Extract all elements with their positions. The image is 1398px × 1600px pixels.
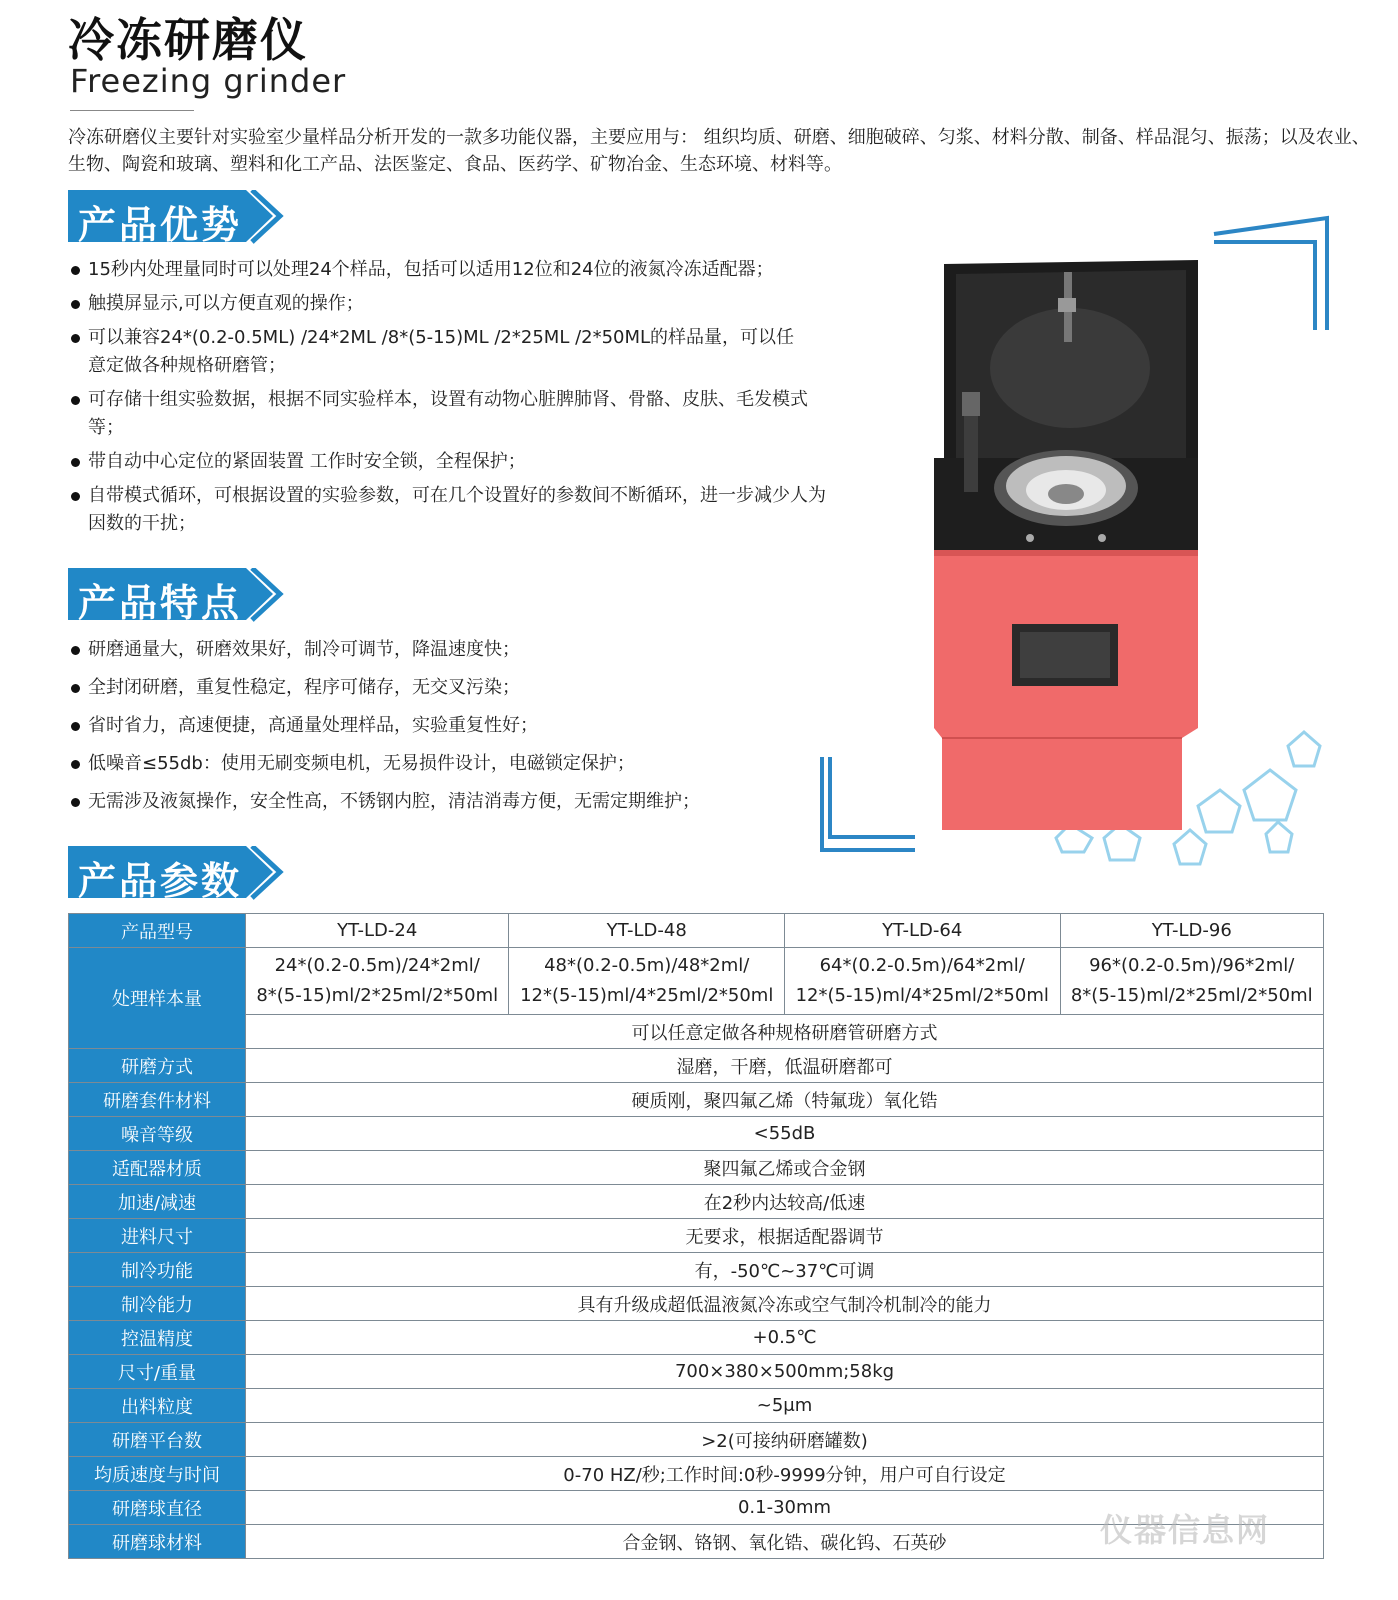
table-row [69,1015,1324,1049]
row-label: 加速/减速 [69,1185,246,1219]
sample-line: 8*(5-15)ml/2*25ml/2*50ml [1070,985,1313,1006]
list-item: 低噪音≤55db：使用无刷变频电机，无易损件设计，电磁锁定保护； [68,750,828,778]
table-row [69,1219,1324,1253]
sample-line: 96*(0.2-0.5m)/96*2ml/ [1089,955,1295,976]
sample-cell [246,948,509,1015]
value-cell: 湿磨，干磨，低温研磨都可 [246,1049,1324,1083]
row-label: 制冷能力 [69,1287,246,1321]
row-label: 适配器材质 [69,1151,246,1185]
list-item: 可以兼容24*(0.2-0.5ML) /24*2ML /8*(5-15)ML /2*25ML /2*50ML的样品量，可以任意定做各种规格研磨管； [68,324,808,380]
value-cell: 0.1-30mm [246,1491,1324,1525]
advantages-list [68,256,838,544]
value-cell: 合金钢、铬钢、氧化锆、碳化钨、石英砂 [246,1525,1324,1559]
value-cell: <55dB [246,1117,1324,1151]
row-label: 研磨平台数 [69,1423,246,1457]
list-item: 省时省力，高速便捷，高通量处理样品，实验重复性好； [68,712,828,740]
param-table [68,913,1324,1559]
value-cell: 无要求，根据适配器调节 [246,1219,1324,1253]
table-row [69,914,1324,948]
table-row [69,1083,1324,1117]
model-cell: YT-LD-48 [509,914,785,948]
list-item: 自带模式循环，可根据设置的实验参数，可在几个设置好的参数间不断循环，进一步减少人为因数的干扰； [68,482,838,538]
table-row [69,1287,1324,1321]
row-label: 均质速度与时间 [69,1457,246,1491]
table-row [69,1049,1324,1083]
list-item: 无需涉及液氮操作，安全性高，不锈钢内腔，清洁消毒方便，无需定期维护； [68,788,828,816]
sample-line: 24*(0.2-0.5m)/24*2ml/ [274,955,480,976]
list-item: 带自动中心定位的紧固装置 工作时安全锁，全程保护； [68,448,838,476]
row-label: 产品型号 [69,914,246,948]
table-row [69,1457,1324,1491]
section-header-advantages [68,190,298,246]
value-cell: >2(可接纳研磨罐数) [246,1423,1324,1457]
table-row [69,1151,1324,1185]
row-label: 处理样本量 [69,948,246,1049]
model-cell: YT-LD-64 [784,914,1060,948]
row-label: 研磨套件材料 [69,1083,246,1117]
page-title: 冷冻研磨仪 [68,13,308,67]
value-cell: 700×380×500mm;58kg [246,1355,1324,1389]
section-header-params [68,846,298,902]
section-title-params: 产品参数 [78,859,243,903]
list-item: 全封闭研磨，重复性稳定，程序可储存，无交叉污染； [68,674,828,702]
table-row [69,1253,1324,1287]
sample-line: 12*(5-15)ml/4*25ml/2*50ml [795,985,1049,1006]
model-cell: YT-LD-96 [1060,914,1324,948]
list-item: 研磨通量大，研磨效果好，制冷可调节，降温速度快； [68,636,828,664]
table-row [69,1355,1324,1389]
model-cell: YT-LD-24 [246,914,509,948]
row-label: 研磨方式 [69,1049,246,1083]
watermark: 仪器信息网 [1100,1511,1271,1549]
row-label: 进料尺寸 [69,1219,246,1253]
sample-line: 64*(0.2-0.5m)/64*2ml/ [819,955,1025,976]
table-row [69,1185,1324,1219]
title-divider [70,110,194,111]
row-label: 研磨球直径 [69,1491,246,1525]
product-image [930,258,1202,830]
section-title-advantages: 产品优势 [78,203,243,247]
row-label: 控温精度 [69,1321,246,1355]
table-row [69,1117,1324,1151]
table-row [69,948,1324,1015]
section-header-features [68,568,298,624]
section-title-features: 产品特点 [78,581,243,625]
table-row [69,1389,1324,1423]
row-label: 噪音等级 [69,1117,246,1151]
sample-cell [509,948,785,1015]
value-cell: 在2秒内达较高/低速 [246,1185,1324,1219]
row-label: 出料粒度 [69,1389,246,1423]
row-label: 研磨球材料 [69,1525,246,1559]
sample-line: 12*(5-15)ml/4*25ml/2*50ml [520,985,774,1006]
sample-line: 48*(0.2-0.5m)/48*2ml/ [544,955,750,976]
page-subtitle: Freezing grinder [70,62,347,100]
intro-paragraph: 冷冻研磨仪主要针对实验室少量样品分析开发的一款多功能仪器，主要应用与： 组织均质、研磨、细胞破碎、匀浆、材料分散、制备、样品混匀、振荡；以及农业、生物、陶瓷和玻璃、塑料和化工产品、法医鉴定、食品、医药学、矿物冶金、生态环境、材料等。 [68,127,1370,175]
row-label: 尺寸/重量 [69,1355,246,1389]
value-cell: 0-70 HZ/秒;工作时间:0秒-9999分钟，用户可自行设定 [246,1457,1324,1491]
value-cell: 具有升级成超低温液氮冷冻或空气制冷机制冷的能力 [246,1287,1324,1321]
table-row [69,1423,1324,1457]
value-cell: 硬质刚，聚四氟乙烯（特氟珑）氧化锆 [246,1083,1324,1117]
value-cell: 聚四氟乙烯或合金钢 [246,1151,1324,1185]
value-cell: +0.5℃ [246,1321,1324,1355]
value-cell: ~5μm [246,1389,1324,1423]
value-cell: 可以任意定做各种规格研磨管研磨方式 [246,1015,1324,1049]
list-item: 可存储十组实验数据，根据不同实验样本，设置有动物心脏脾肺肾、骨骼、皮肤、毛发模式等； [68,386,808,442]
table-row [69,1321,1324,1355]
value-cell: 有，-50℃~37℃可调 [246,1253,1324,1287]
list-item: 15秒内处理量同时可以处理24个样品，包括可以适用12位和24位的液氮冷冻适配器； [68,256,838,284]
sample-cell [784,948,1060,1015]
list-item: 触摸屏显示,可以方便直观的操作； [68,290,838,318]
row-label: 制冷功能 [69,1253,246,1287]
features-list [68,636,828,826]
sample-line: 8*(5-15)ml/2*25ml/2*50ml [256,985,499,1006]
sample-cell [1060,948,1324,1015]
